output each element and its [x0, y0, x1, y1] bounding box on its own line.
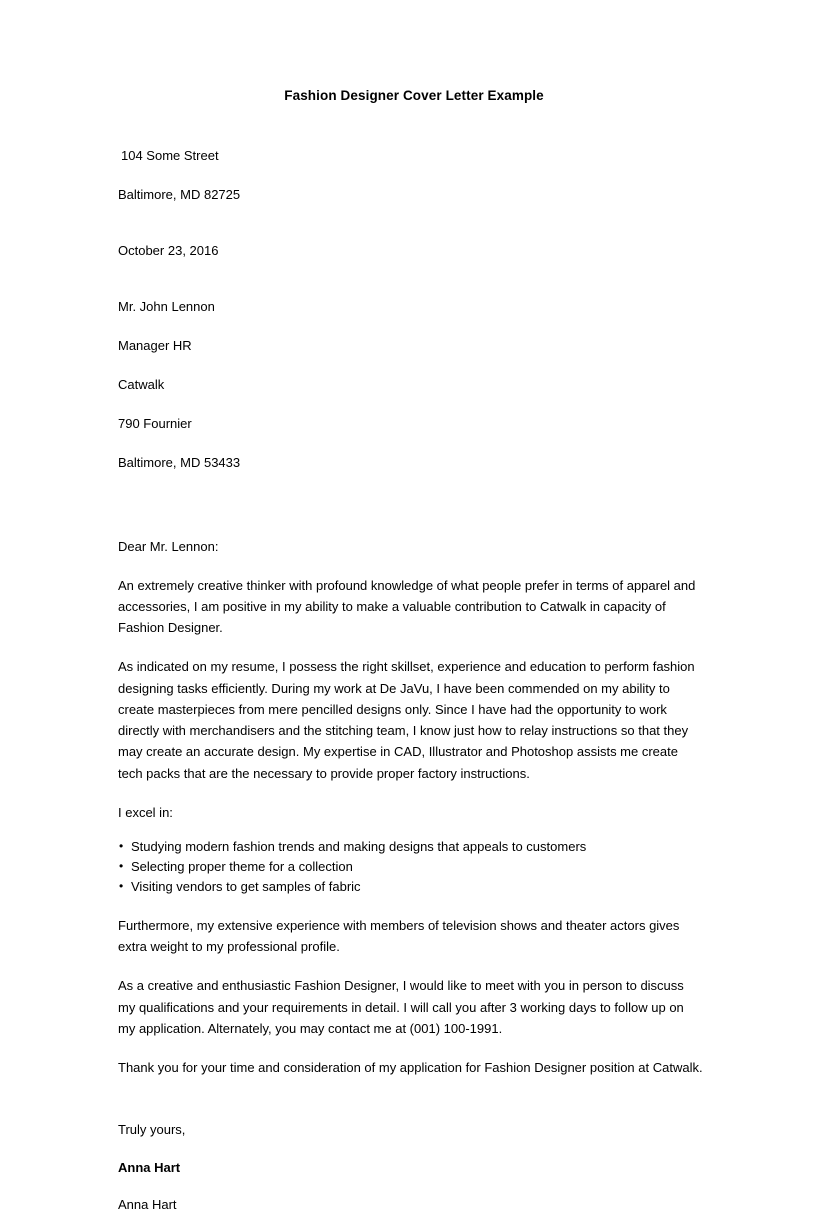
recipient-address-block	[118, 278, 704, 493]
list-item: • Studying modern fashion trends and making designs that appeals to customers	[118, 837, 704, 857]
recipient-company: Catwalk	[118, 377, 165, 393]
body-paragraph-1: An extremely creative thinker with profound knowledge of what people prefer in terms of apparel and accessories, I am positive in my ability to make a valuable contribution to Catwalk in capacity of Fashion Designer.	[118, 577, 696, 636]
page-title: Fashion Designer Cover Letter Example	[284, 88, 544, 103]
recipient-city-state-zip: Baltimore, MD 53433	[118, 455, 241, 471]
body-paragraph-3: Furthermore, my extensive experience with members of television shows and theater actors gives extra weight to my professional profile.	[118, 917, 680, 955]
letter-body	[118, 88, 704, 1215]
recipient-street: 790 Fournier	[118, 416, 192, 432]
body-paragraph-5: Thank you for your time and consideration of my application for Fashion Designer position at Catwalk.	[118, 1059, 703, 1075]
closing-salutation: Truly yours,	[118, 1122, 186, 1138]
body-paragraph-2: As indicated on my resume, I possess the right skillset, experience and education to perform fashion designing tasks efficiently. During my work at De JaVu, I have been commended on my ability to create masterpieces from mere pencilled designs only. Since I have had the opportunity to work directly with merchandisers and the stitching team, I know just how to relay instructions so that they may create an accurate design. My expertise in CAD, Illustrator and Photoshop assists me create tech packs that are the necessary to provide proper factory instructions.	[118, 659, 695, 781]
letter-date: October 23, 2016	[118, 243, 219, 259]
list-item: • Visiting vendors to get samples of fabric	[118, 877, 704, 897]
sender-street: 104 Some Street	[121, 148, 219, 164]
body-paragraph-4: As a creative and enthusiastic Fashion Designer, I would like to meet with you in person to discuss my qualifications and your requirements in detail. I will call you after 3 working days to follow up on my application. Alternately, you may contact me at (001) 100-1991.	[118, 978, 684, 1036]
list-item: • Selecting proper theme for a collection	[118, 857, 704, 877]
skills-bullet-list	[118, 837, 704, 897]
recipient-name: Mr. John Lennon	[118, 299, 215, 315]
sender-address-block	[118, 127, 704, 225]
salutation: Dear Mr. Lennon:	[118, 539, 219, 555]
recipient-job-title: Manager HR	[118, 338, 192, 354]
sender-city-state-zip: Baltimore, MD 82725	[118, 187, 241, 203]
signature-name: Anna Hart	[118, 1159, 181, 1175]
typed-name: Anna Hart	[118, 1197, 177, 1213]
skills-lead-in: I excel in:	[118, 804, 173, 820]
